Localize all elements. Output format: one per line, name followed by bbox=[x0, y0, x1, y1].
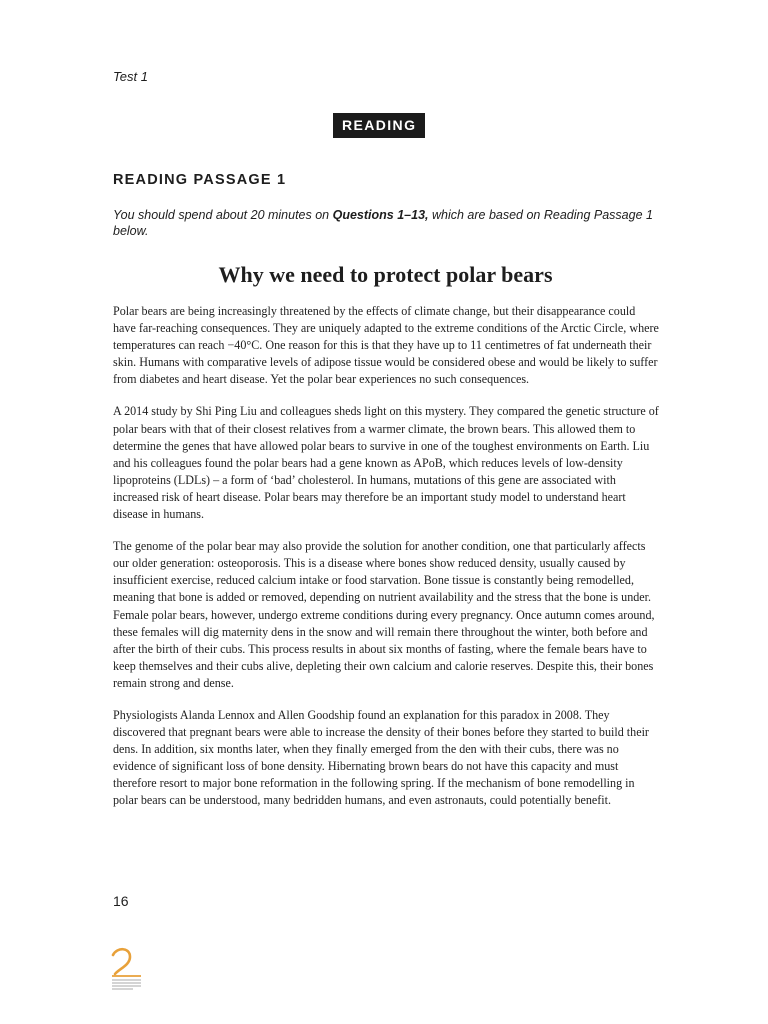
instructions-after: which are based on Reading Passage 1 below. bbox=[113, 208, 653, 238]
passage-heading: READING PASSAGE 1 bbox=[113, 172, 287, 188]
page-number: 16 bbox=[113, 893, 129, 909]
passage-body bbox=[113, 303, 659, 825]
instructions-before: You should spend about 20 minutes on bbox=[113, 208, 333, 222]
instructions-questions: Questions 1–13, bbox=[332, 208, 429, 222]
publisher-logo-icon bbox=[103, 946, 147, 992]
passage-title: Why we need to protect polar bears bbox=[218, 262, 553, 287]
section-banner: READING bbox=[333, 113, 425, 138]
paragraph-1: Polar bears are being increasingly threatened by the effects of climate change, but their disappearance could have far-reaching consequences. They are uniquely adapted to the extreme conditions of the Arctic Circle, where temperatures can reach −40°C. One reason for this is that they have up to 11 centimetres of fat underneath their skin. Humans with comparative levels of adipose tissue would be considered obese and would be likely to suffer from diabetes and heart disease. Yet the polar bear experiences no such consequences. bbox=[113, 304, 659, 387]
paragraph-3: The genome of the polar bear may also provide the solution for another condition, one that particularly affects our older generation: osteoporosis. This is a disease where bones show reduced density, usually caused by insufficient exercise, reduced calcium intake or food starvation. Bone tissue is constantly being remodelled, meaning that bone is added or removed, depending on nutrient availability and the stress that the bone is under. Female polar bears, however, undergo extreme conditions during every pregnancy. Once autumn comes around, these females will dig maternity dens in the snow and will remain there throughout the winter, both before and after the birth of their cubs. This process results in about six months of fasting, where the female bears have to keep themselves and their cubs alive, depleting their own calcium and calorie reserves. Despite this, their bones remain strong and dense. bbox=[113, 539, 655, 690]
paragraph-2: A 2014 study by Shi Ping Liu and colleagues sheds light on this mystery. They compared the genetic structure of polar bears with that of their closest relatives from a warmer climate, the brown bears. This allowed them to determine the genes that have allowed polar bears to survive in one of the toughest environments on Earth. Liu and his colleagues found the polar bears had a gene known as APoB, which reduces levels of low-density lipoproteins (LDLs) – a form of ‘bad’ cholesterol. In humans, mutations of this gene are associated with increased risk of heart disease. Polar bears may therefore be an important study model to understand heart disease in humans. bbox=[113, 404, 659, 522]
paragraph-4: Physiologists Alanda Lennox and Allen Goodship found an explanation for this paradox in 2008. They discovered that pregnant bears were able to increase the density of their bones before they started to build their dens. In addition, six months later, when they finally emerged from the den with their cubs, there was no evidence of significant loss of bone density. Hibernating brown bears do not have this capacity and must therefore resort to major bone reformation in the following spring. If the mechanism of bone remodelling in polar bears can be understood, many bedridden humans, and even astronauts, could potentially benefit. bbox=[113, 707, 649, 808]
running-head: Test 1 bbox=[113, 69, 148, 84]
instructions bbox=[113, 207, 658, 239]
